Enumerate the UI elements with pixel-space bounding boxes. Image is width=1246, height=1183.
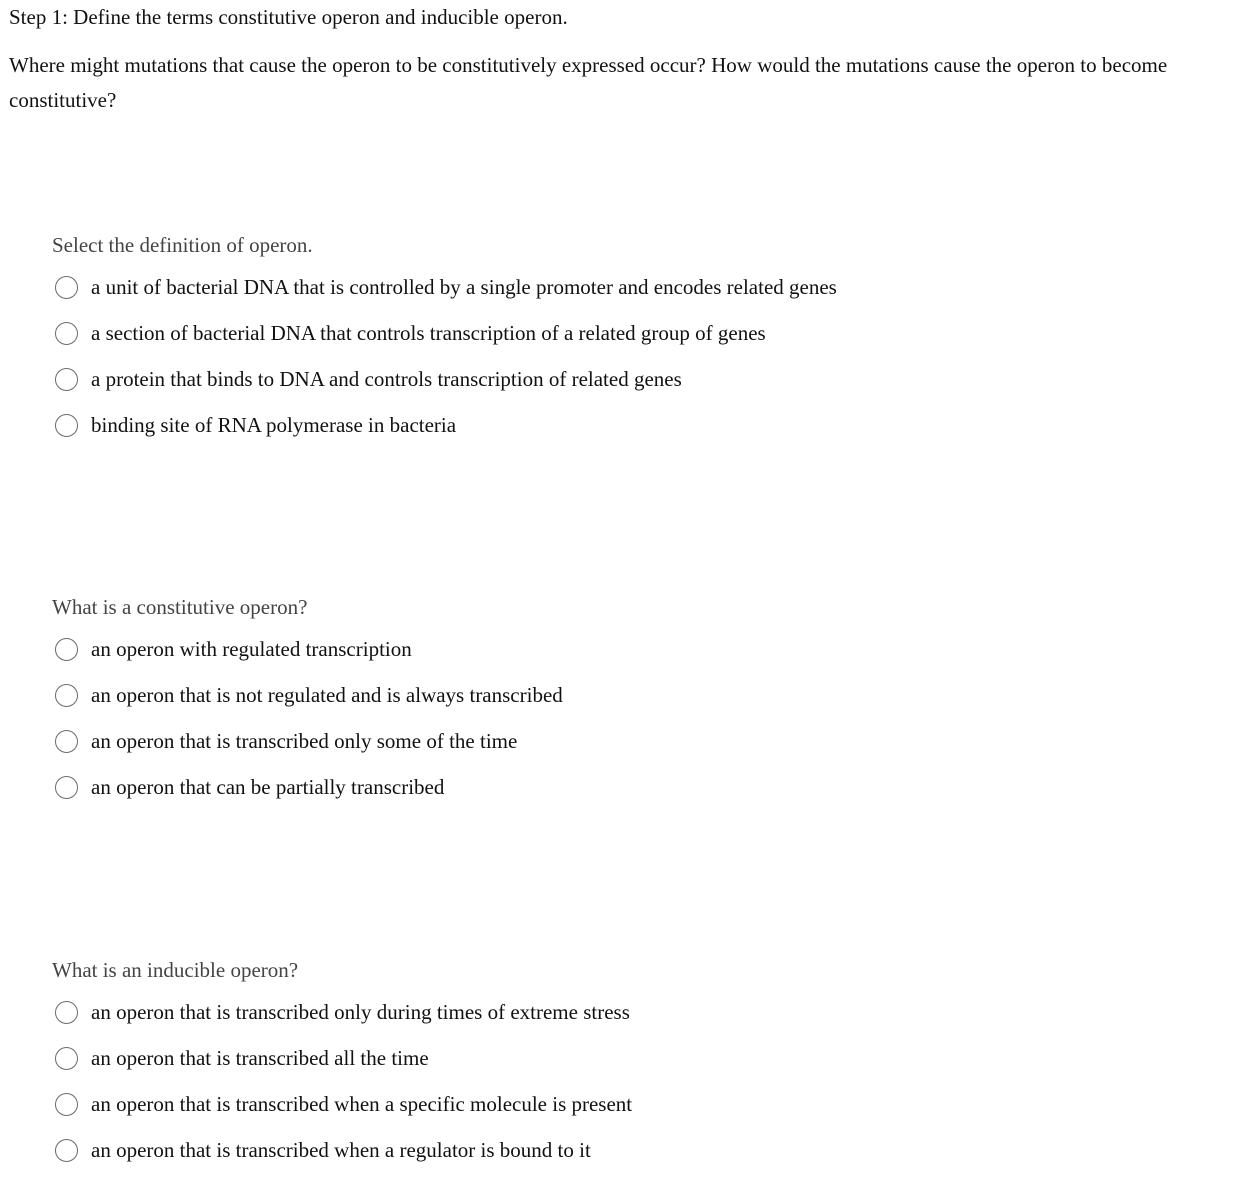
option-label[interactable]: an operon that is transcribed all the time [91, 1046, 429, 1070]
question-prompt: Where might mutations that cause the operon to be constitutively expressed occur? How would the mutations cause the operon to become constitutive? [9, 53, 1168, 112]
question-title: What is a constitutive operon? [52, 595, 308, 619]
radio-button[interactable] [55, 1093, 78, 1116]
option-list [52, 626, 1152, 810]
option-list [52, 264, 1152, 448]
option-item[interactable] [52, 402, 1152, 448]
option-label[interactable]: an operon that is not regulated and is always transcribed [91, 683, 563, 707]
radio-button[interactable] [55, 322, 78, 345]
option-item[interactable] [52, 264, 1152, 310]
option-label[interactable]: an operon that is transcribed when a regulator is bound to it [91, 1138, 591, 1162]
radio-button[interactable] [55, 414, 78, 437]
radio-button[interactable] [55, 1001, 78, 1024]
option-list [52, 989, 1152, 1173]
option-item[interactable] [52, 626, 1152, 672]
radio-button[interactable] [55, 730, 78, 753]
option-item[interactable] [52, 1035, 1152, 1081]
option-label[interactable]: an operon that is transcribed only during times of extreme stress [91, 1000, 630, 1024]
option-item[interactable] [52, 718, 1152, 764]
radio-button[interactable] [55, 1139, 78, 1162]
question-inducible-operon [52, 957, 1152, 1173]
option-item[interactable] [52, 1127, 1152, 1173]
radio-button[interactable] [55, 1047, 78, 1070]
option-label[interactable]: binding site of RNA polymerase in bacteria [91, 413, 457, 437]
option-label[interactable]: an operon that is transcribed when a specific molecule is present [91, 1092, 633, 1116]
option-item[interactable] [52, 1081, 1152, 1127]
option-item[interactable] [52, 672, 1152, 718]
radio-button[interactable] [55, 638, 78, 661]
step-heading: Step 1: Define the terms constitutive operon and inducible operon. [9, 5, 568, 29]
radio-button[interactable] [55, 276, 78, 299]
question-title: Select the definition of operon. [52, 233, 313, 257]
option-item[interactable] [52, 356, 1152, 402]
option-label[interactable]: an operon that can be partially transcribed [91, 775, 445, 799]
option-label[interactable]: a section of bacterial DNA that controls transcription of a related group of genes [91, 321, 766, 345]
question-operon-definition [52, 232, 1152, 448]
question-title: What is an inducible operon? [52, 958, 299, 982]
option-label[interactable]: an operon with regulated transcription [91, 637, 412, 661]
radio-button[interactable] [55, 776, 78, 799]
option-item[interactable] [52, 764, 1152, 810]
option-label[interactable]: an operon that is transcribed only some of the time [91, 729, 518, 753]
option-label[interactable]: a protein that binds to DNA and controls transcription of related genes [91, 367, 682, 391]
option-item[interactable] [52, 989, 1152, 1035]
radio-button[interactable] [55, 684, 78, 707]
radio-button[interactable] [55, 368, 78, 391]
option-item[interactable] [52, 310, 1152, 356]
question-constitutive-operon [52, 594, 1152, 810]
option-label[interactable]: a unit of bacterial DNA that is controlled by a single promoter and encodes related genes [91, 275, 837, 299]
